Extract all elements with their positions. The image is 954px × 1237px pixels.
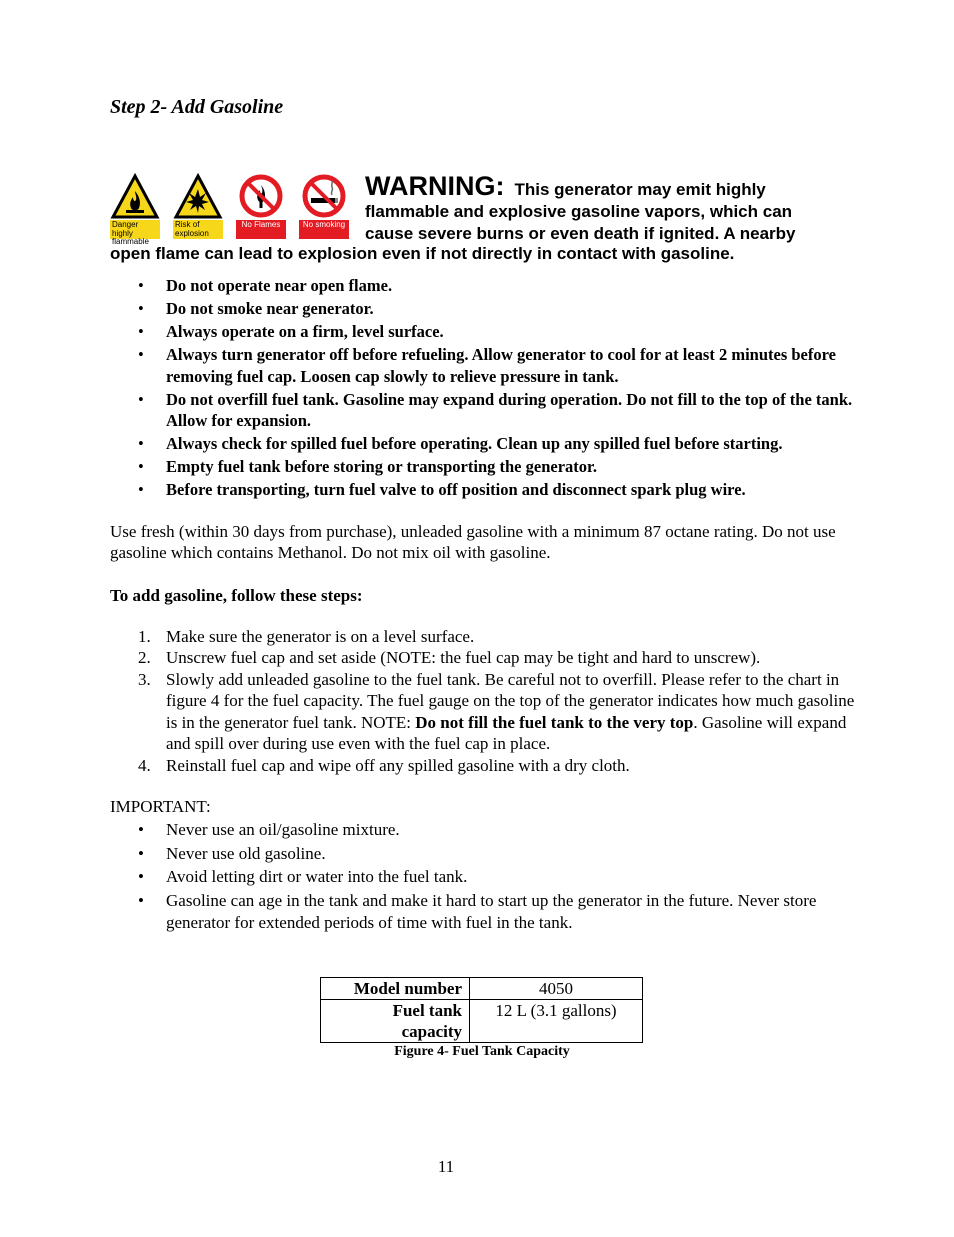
list-item: • Always operate on a firm, level surface. <box>110 321 855 343</box>
list-item: • Empty fuel tank before storing or transporting the generator. <box>110 456 855 478</box>
explosion-sign <box>173 173 223 243</box>
explosion-sign-icon <box>173 173 223 221</box>
list-item: • Always check for spilled fuel before operating. Clean up any spilled fuel before starting. <box>110 433 855 455</box>
list-item <box>110 626 855 648</box>
list-item <box>110 669 855 755</box>
step-title: Step 2- Add Gasoline <box>110 96 284 118</box>
list-item: • Do not overfill fuel tank. Gasoline may expand during operation. Do not fill to the top of the tank. Allow for expansion. <box>110 389 855 432</box>
flammable-sign-icon <box>110 173 160 221</box>
sign-label: Risk of explosion <box>173 220 223 239</box>
model-value: 4050 <box>470 977 643 999</box>
fuel-note: Use fresh (within 30 days from purchase), unleaded gasoline with a minimum 87 octane rating. Do not use gasoline which contains Methanol. Do not mix oil with gasoline. <box>110 521 836 562</box>
flammable-sign <box>110 173 160 246</box>
model-label: Model number <box>321 977 470 999</box>
list-item: • Avoid letting dirt or water into the fuel tank. <box>110 866 855 888</box>
step-text: . Gasoline will expand and spill over during use even with the fuel cap in place. <box>166 712 847 753</box>
sign-label: No smoking <box>299 220 349 239</box>
warning-heading: WARNING: <box>365 171 505 201</box>
warning-text <box>365 171 860 245</box>
important-heading: IMPORTANT: <box>110 797 211 816</box>
list-item <box>110 647 855 669</box>
figure-caption: Figure 4- Fuel Tank Capacity <box>394 1043 570 1059</box>
warning-line: This generator may emit highly <box>514 180 766 199</box>
list-item: • Never use old gasoline. <box>110 843 855 865</box>
fuel-capacity-table <box>320 977 643 1043</box>
list-item: • Never use an oil/gasoline mixture. <box>110 819 855 841</box>
steps-list <box>110 626 855 777</box>
list-item: • Gasoline can age in the tank and make it hard to start up the generator in the future. Never store generator for extended periods of time with fuel in the tank. <box>110 890 855 934</box>
warning-block <box>110 133 855 246</box>
sign-label: Danger highly flammable <box>110 220 160 239</box>
step-number: 4. <box>138 755 151 775</box>
step-text: Make sure the generator is on a level surface. <box>166 626 475 646</box>
step-number: 2. <box>138 648 151 667</box>
list-item <box>110 755 855 777</box>
step-emphasis: Do not fill the fuel tank to the very top <box>415 712 694 732</box>
table-row <box>321 999 643 1042</box>
warning-continuation: open flame can lead to explosion even if not directly in contact with gasoline. <box>110 244 735 263</box>
capacity-label: Fuel tank capacity <box>321 999 470 1042</box>
list-item: • Always turn generator off before refueling. Allow generator to cool for at least 2 minutes before removing fuel cap. Loosen cap slowly to relieve pressure in tank. <box>110 344 855 387</box>
important-list <box>110 819 855 934</box>
table-row <box>321 977 643 999</box>
warning-line: flammable and explosive gasoline vapors, which can <box>365 202 793 221</box>
no-flames-sign-icon <box>236 173 286 221</box>
step-text: Unscrew fuel cap and set aside (NOTE: the fuel cap may be tight and hard to unscrew). <box>166 648 761 667</box>
page-number: 11 <box>437 1157 455 1176</box>
sign-label: No Flames <box>236 220 286 239</box>
step-text: Slowly add unleaded gasoline to the fuel tank. Be careful not to overfill. Please refer to the chart in figure 4 for the fuel capacity. The fuel gauge on the top of the generator indicates how much gasoline is in the generator fuel tank. NOTE: <box>166 669 855 732</box>
step-number: 3. <box>138 669 151 689</box>
manual-page <box>110 96 855 1060</box>
step-number: 1. <box>138 626 151 646</box>
safety-rules-list <box>110 275 855 501</box>
list-item: • Before transporting, turn fuel valve to off position and disconnect spark plug wire. <box>110 479 855 501</box>
no-smoking-sign <box>299 173 349 243</box>
warning-line: cause severe burns or even death if ignited. A nearby <box>365 224 796 243</box>
no-flames-sign <box>236 173 286 243</box>
list-item: • Do not operate near open flame. <box>110 275 855 297</box>
hazard-signs <box>110 173 350 246</box>
list-item: • Do not smoke near generator. <box>110 298 855 320</box>
step-text: Reinstall fuel cap and wipe off any spilled gasoline with a dry cloth. <box>166 755 630 775</box>
capacity-value: 12 L (3.1 gallons) <box>470 999 643 1042</box>
steps-heading: To add gasoline, follow these steps: <box>110 585 363 605</box>
no-smoking-sign-icon <box>299 173 349 221</box>
